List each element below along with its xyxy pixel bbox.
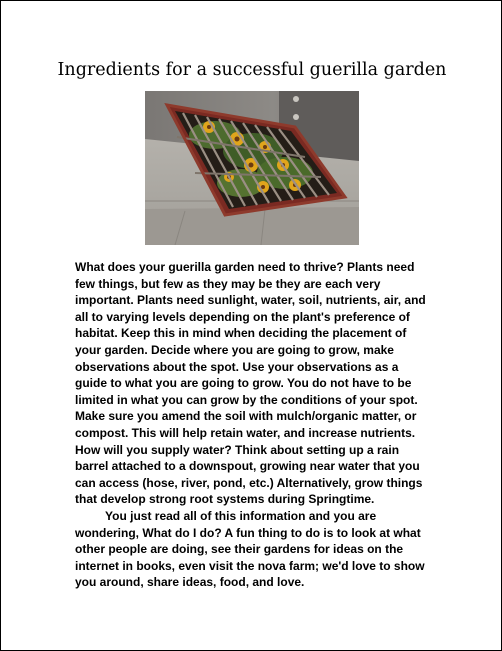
- paragraph: You just read all of this information and you are wondering, What do I do? A fun thing to do is to look at what other people are doing, see their gardens for ideas on the internet in books, even visit the nova farm; we'd love to show you around, share ideas, food, and love.: [75, 508, 425, 590]
- paragraph: What does your guerilla garden need to thrive? Plants need few things, but few as they may be they are each very important. Plants need sunlight, water, soil, nutrients, air, and all to varying levels depending on the plant's preference of habitat. Keep this in mind when deciding the placement of your garden. Decide where you are going to grow, make observations about the spot. Use your observations as a guide to what you are going to grow. You do not have to be limited in what you can grow by the conditions of your spot. Make sure you amend the soil with mulch/organic matter, or compost. This will help retain water, and increase nutrients. How will you supply water? Think about setting up a rain barrel attached to a downspout, growing near water that you can access (hose, river, pond, etc.) Alternatively, grow things that develop strong root systems during Springtime.: [75, 260, 426, 507]
- page-title: Ingredients for a successful guerilla garden: [57, 60, 447, 80]
- storm-drain-garden-photo: [145, 91, 359, 245]
- article-body: [75, 259, 433, 591]
